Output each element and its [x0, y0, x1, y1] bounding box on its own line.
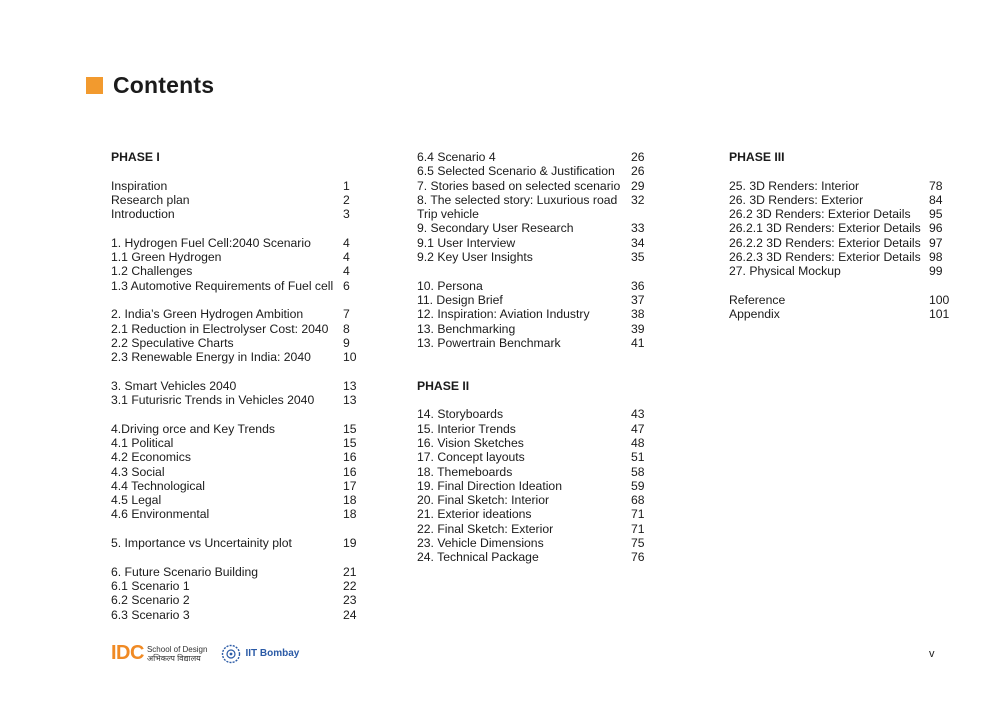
- toc-entry-label: 8. The selected story: Luxurious road: [417, 192, 618, 207]
- toc-entry-label: 21. Exterior ideations: [417, 507, 532, 522]
- toc-entry-page: 2: [343, 192, 350, 207]
- toc-entry-label: 4.Driving orce and Key Trends: [111, 421, 275, 436]
- toc-entry-page: 16: [343, 450, 357, 465]
- toc-entry-label: 19. Final Direction Ideation: [417, 478, 562, 493]
- toc-entry: [417, 522, 649, 536]
- toc-entry: [729, 264, 953, 278]
- toc-entry-label: 26. 3D Renders: Exterior: [729, 192, 864, 207]
- toc-entry: [417, 493, 649, 507]
- toc-entry: [417, 279, 649, 293]
- toc-entry: [729, 250, 953, 264]
- toc-entry: [111, 450, 361, 464]
- toc-entry: [111, 393, 361, 407]
- page-number: v: [929, 648, 935, 660]
- toc-entry-page: 97: [929, 235, 943, 250]
- toc-entry: [417, 536, 649, 550]
- toc-entry-page: 4: [343, 264, 350, 279]
- toc-entry: [729, 193, 953, 207]
- toc-entry-page: 7: [343, 307, 350, 322]
- toc-entry-page: 99: [929, 264, 943, 279]
- toc-entry-page: 19: [343, 536, 357, 551]
- toc-entry: [111, 579, 361, 593]
- footer-logos: [111, 642, 299, 665]
- toc-entry-page: 34: [631, 235, 645, 250]
- toc-entry-page: 43: [631, 407, 645, 422]
- toc-entry-page: 29: [631, 178, 645, 193]
- toc-entry-label: 1.3 Automotive Requirements of Fuel cell: [111, 278, 334, 293]
- toc-entry-label: 16. Vision Sketches: [417, 435, 524, 450]
- toc-entry-label: 23. Vehicle Dimensions: [417, 536, 544, 551]
- toc-entry-label: 5. Importance vs Uncertainity plot: [111, 536, 292, 551]
- toc-entry-label: 27. Physical Mockup: [729, 264, 841, 279]
- toc-entry-page: 33: [631, 221, 645, 236]
- toc-entry-label-continued: Trip vehicle: [417, 207, 479, 222]
- toc-entry-page: 23: [343, 593, 357, 608]
- toc-entry-page: 4: [343, 235, 350, 250]
- toc-entry-page: 17: [343, 478, 357, 493]
- toc-entry: [417, 250, 649, 264]
- toc-entry: [111, 593, 361, 607]
- toc-entry-label: 18. Themeboards: [417, 464, 513, 479]
- toc-entry: [729, 207, 953, 221]
- toc-entry: [729, 236, 953, 250]
- toc-entry-page: 84: [929, 192, 943, 207]
- toc-entry: [111, 493, 361, 507]
- phase-heading: PHASE III: [729, 150, 785, 164]
- toc-entry-page: 1: [343, 178, 350, 193]
- toc-entry-label: 25. 3D Renders: Interior: [729, 178, 860, 193]
- toc-entry: [111, 507, 361, 521]
- toc-entry-label: 2.3 Renewable Energy in India: 2040: [111, 350, 311, 365]
- toc-entry: [417, 479, 649, 493]
- accent-square: [86, 77, 103, 94]
- toc-entry-label: 1.1 Green Hydrogen: [111, 250, 222, 265]
- toc-entry-label: 9.1 User Interview: [417, 235, 516, 250]
- toc-entry-page: 37: [631, 292, 645, 307]
- iit-emblem-icon: [221, 644, 241, 664]
- page-title: Contents: [113, 72, 215, 98]
- toc-entry-label: 26.2.2 3D Renders: Exterior Details: [729, 235, 921, 250]
- toc-entry: [111, 536, 361, 550]
- toc-entry-label: 3.1 Futurisric Trends in Vehicles 2040: [111, 393, 315, 408]
- toc-entry-label: Introduction: [111, 207, 175, 222]
- toc-entry-page: 32: [631, 192, 645, 207]
- toc-entry-page: 39: [631, 321, 645, 336]
- toc-entry: [111, 465, 361, 479]
- toc-entry: [111, 608, 361, 622]
- iit-logo: [221, 644, 299, 664]
- toc-entry-label: 20. Final Sketch: Interior: [417, 493, 550, 508]
- toc-entry-label: 13. Powertrain Benchmark: [417, 335, 561, 350]
- toc-entry-label: 6. Future Scenario Building: [111, 564, 259, 579]
- page-header: [86, 72, 214, 99]
- toc-entry: [729, 221, 953, 235]
- toc-entry-page: 59: [631, 478, 645, 493]
- toc-entry-label: 2.2 Speculative Charts: [111, 335, 234, 350]
- toc-entry-label: 1. Hydrogen Fuel Cell:2040 Scenario: [111, 235, 311, 250]
- toc-entry: [111, 336, 361, 350]
- toc-entry-label: 9. Secondary User Research: [417, 221, 574, 236]
- toc-entry-page: 18: [343, 507, 357, 522]
- toc-entry-page: 98: [929, 250, 943, 265]
- toc-entry: [111, 307, 361, 321]
- toc-entry: [417, 507, 649, 521]
- toc-entry-page: 3: [343, 207, 350, 222]
- toc-entry: [417, 179, 649, 193]
- iit-name: IIT Bombay: [245, 648, 300, 659]
- toc-entry-label: 6.2 Scenario 2: [111, 593, 190, 608]
- toc-entry-page: 100: [929, 292, 950, 307]
- toc-entry-page: 36: [631, 278, 645, 293]
- toc-entry-page: 75: [631, 536, 645, 551]
- toc-entry-label: Inspiration: [111, 178, 168, 193]
- toc-entry-label: 6.3 Scenario 3: [111, 607, 190, 622]
- toc-entry-label: 26.2 3D Renders: Exterior Details: [729, 207, 911, 222]
- toc-entry: [111, 279, 361, 293]
- toc-entry-page: 26: [631, 164, 645, 179]
- toc-entry-label: Appendix: [729, 307, 780, 322]
- toc-entry-page: 24: [343, 607, 357, 622]
- toc-entry-label: 15. Interior Trends: [417, 421, 516, 436]
- toc-entry-page: 48: [631, 435, 645, 450]
- toc-entry-page: 68: [631, 493, 645, 508]
- toc-entry-page: 13: [343, 378, 357, 393]
- toc-entry-label: 3. Smart Vehicles 2040: [111, 378, 237, 393]
- toc-entry-label: 12. Inspiration: Aviation Industry: [417, 307, 590, 322]
- idc-logo: IDC: [111, 642, 144, 664]
- toc-entry: [729, 307, 953, 321]
- toc-entry-page: 51: [631, 450, 645, 465]
- toc-entry: [417, 407, 649, 421]
- phase-heading: PHASE I: [111, 150, 160, 164]
- toc-entry: [111, 350, 361, 364]
- toc-entry-page: 35: [631, 250, 645, 265]
- toc-entry-page: 38: [631, 307, 645, 322]
- toc-entry-page: 15: [343, 421, 357, 436]
- toc-entry-page: 8: [343, 321, 350, 336]
- toc-entry-label: 4.2 Economics: [111, 450, 191, 465]
- toc-entry: [111, 322, 361, 336]
- toc-entry-page: 13: [343, 393, 357, 408]
- toc-entry: [111, 207, 361, 221]
- toc-entry-page: 95: [929, 207, 943, 222]
- toc-entry: [111, 264, 361, 278]
- toc-entry: [111, 250, 361, 264]
- idc-school-name: School of Design अभिकल्प विद्यालय: [146, 644, 208, 663]
- toc-entry-label: 2. India’s Green Hydrogen Ambition: [111, 307, 304, 322]
- toc-entry-label: 10. Persona: [417, 278, 483, 293]
- toc-entry-label: 1.2 Challenges: [111, 264, 193, 279]
- toc-entry-page: 4: [343, 250, 350, 265]
- toc-entry-page: 41: [631, 335, 645, 350]
- toc-entry: [111, 479, 361, 493]
- toc-entry: [729, 293, 953, 307]
- toc-entry-page: 18: [343, 493, 357, 508]
- toc-entry: [417, 164, 649, 178]
- toc-entry-page: 58: [631, 464, 645, 479]
- toc-entry: [111, 422, 361, 436]
- toc-entry: [111, 436, 361, 450]
- toc-entry: [417, 436, 649, 450]
- phase-heading: PHASE II: [417, 378, 470, 393]
- toc-entry-page: 10: [343, 350, 357, 365]
- toc-entry-label: 26.2.3 3D Renders: Exterior Details: [729, 250, 921, 265]
- toc-entry: [417, 150, 649, 164]
- toc-entry-label: 4.5 Legal: [111, 493, 162, 508]
- toc-entry-page: 15: [343, 435, 357, 450]
- toc-entry-page: 96: [929, 221, 943, 236]
- toc-entry: [417, 550, 649, 564]
- toc-entry-label: Research plan: [111, 192, 190, 207]
- toc-entry-label: 11. Design Brief: [417, 292, 503, 307]
- toc-entry-label: 24. Technical Package: [417, 550, 539, 565]
- toc-entry-label: 7. Stories based on selected scenario: [417, 178, 621, 193]
- toc-entry-page: 9: [343, 335, 350, 350]
- toc-entry: [417, 193, 649, 207]
- toc-entry-label: 14. Storyboards: [417, 407, 504, 422]
- toc-entry-label: 6.4 Scenario 4: [417, 150, 496, 164]
- toc-entry-label: 4.1 Political: [111, 435, 174, 450]
- toc-entry-label: Reference: [729, 292, 786, 307]
- toc-entry: [417, 465, 649, 479]
- toc-entry-page: 71: [631, 521, 645, 536]
- toc-entry: [417, 336, 649, 350]
- toc-entry: [111, 193, 361, 207]
- toc-entry-page: 22: [343, 578, 357, 593]
- toc-entry-label: 4.3 Social: [111, 464, 165, 479]
- toc-entry-label: 13. Benchmarking: [417, 321, 516, 336]
- toc-entry-label: 6.1 Scenario 1: [111, 578, 190, 593]
- toc-entry: [729, 179, 953, 193]
- toc-entry-label: 6.5 Selected Scenario & Justification: [417, 164, 615, 179]
- toc-entry-label: 4.4 Technological: [111, 478, 205, 493]
- toc-entry: [111, 236, 361, 250]
- toc-entry: [417, 450, 649, 464]
- toc-column-1: [111, 150, 361, 622]
- toc-column-2: [417, 150, 649, 565]
- toc-entry-page: 76: [631, 550, 645, 565]
- toc-entry: [417, 293, 649, 307]
- toc-entry-page: 26: [631, 150, 645, 164]
- toc-entry: [417, 236, 649, 250]
- toc-entry-page: 47: [631, 421, 645, 436]
- toc-entry-page: 6: [343, 278, 350, 293]
- toc-entry: [111, 379, 361, 393]
- toc-entry-page: 78: [929, 178, 943, 193]
- toc-entry-page: 16: [343, 464, 357, 479]
- toc-entry: [417, 322, 649, 336]
- toc-entry-label: 4.6 Environmental: [111, 507, 210, 522]
- toc-entry: [111, 565, 361, 579]
- toc-entry-label: 17. Concept layouts: [417, 450, 525, 465]
- toc-entry: [417, 221, 649, 235]
- toc-column-3: [729, 150, 953, 322]
- toc-entry-page: 101: [929, 307, 950, 322]
- toc-entry-label: 22. Final Sketch: Exterior: [417, 521, 554, 536]
- toc-entry: [417, 422, 649, 436]
- toc-entry-page: 21: [343, 564, 357, 579]
- toc-entry-page: 71: [631, 507, 645, 522]
- toc-entry-label: 9.2 Key User Insights: [417, 250, 533, 265]
- toc-entry: [417, 307, 649, 321]
- toc-entry-label: 2.1 Reduction in Electrolyser Cost: 2040: [111, 321, 329, 336]
- toc-entry-label: 26.2.1 3D Renders: Exterior Details: [729, 221, 921, 236]
- toc-entry: [111, 179, 361, 193]
